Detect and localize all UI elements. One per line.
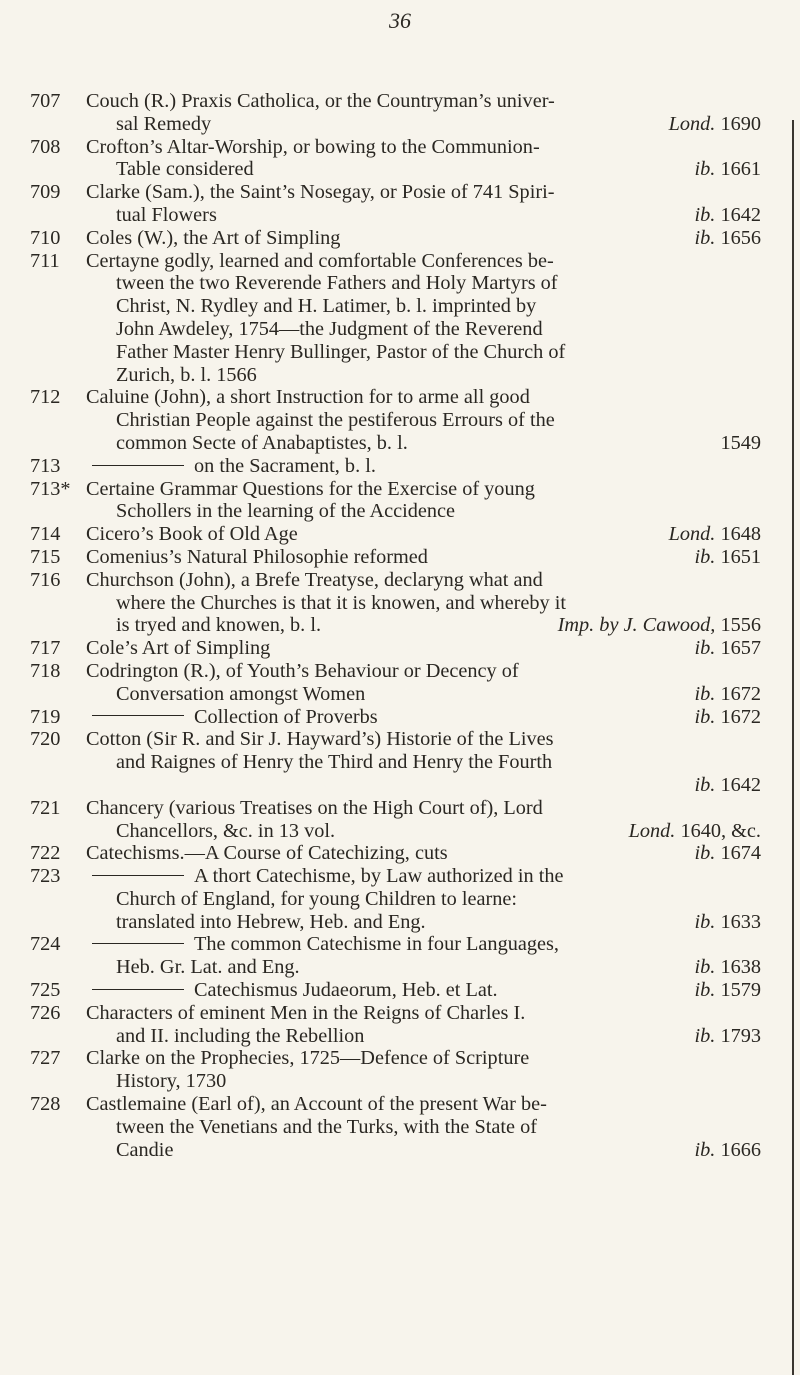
entry-line (30, 569, 765, 592)
entry-line (30, 158, 765, 181)
entry-line (30, 1047, 765, 1070)
catalogue-entry (30, 842, 765, 865)
entry-text: common Secte of Anabaptistes, b. l. (116, 431, 408, 454)
ditto-dash (92, 989, 184, 990)
ditto-dash (92, 465, 184, 466)
entry-text: Chancery (various Treatises on the High Court of), Lord (86, 796, 543, 819)
entry-text: Churchson (John), a Brefe Treatyse, declaryng what and (86, 568, 543, 591)
catalogue-entry (30, 455, 765, 478)
entry-text: Certayne godly, learned and comfortable Conferences be- (86, 249, 554, 272)
entry-line (30, 272, 765, 295)
entry-text: Clarke on the Prophecies, 1725—Defence of Scripture (86, 1047, 530, 1070)
imprint-place: Imp. by J. Cawood, (557, 614, 716, 637)
entry-line (30, 409, 765, 432)
entry-number: 718 (30, 659, 61, 682)
entry-text: The common Catechisme in four Languages, (194, 933, 559, 956)
entry-text: Catechisms.—A Course of Catechizing, cuts (86, 842, 448, 865)
entry-number: 728 (30, 1093, 61, 1116)
page-number: 36 (389, 8, 411, 33)
entry-text: tween the Venetians and the Turks, with the State of (116, 1115, 537, 1138)
catalogue-entry (30, 569, 765, 637)
entry-text: Characters of eminent Men in the Reigns of Charles I. (86, 1001, 526, 1024)
imprint-place: ib. (694, 705, 716, 728)
ditto-dash (92, 943, 184, 944)
entry-line (30, 797, 765, 820)
entry-line (30, 295, 765, 318)
entry-line (30, 90, 765, 113)
entry-text: Castlemaine (Earl of), an Account of the present War be- (86, 1093, 547, 1116)
entry-line (30, 181, 765, 204)
entry-line (30, 911, 765, 934)
entry-number: 715 (30, 545, 61, 568)
catalogue-entry (30, 865, 765, 933)
entry-line (30, 933, 765, 956)
entry-text: Father Master Henry Bullinger, Pastor of the Church of (116, 340, 566, 363)
catalogue-entry (30, 181, 765, 227)
catalogue-entry (30, 979, 765, 1002)
entry-text: is tryed and knowen, b. l. (116, 614, 322, 637)
entry-line (30, 1093, 765, 1116)
entry-number: 707 (30, 90, 61, 112)
imprint-place: ib. (694, 773, 716, 796)
entry-line (30, 614, 765, 637)
entry-line (30, 250, 765, 273)
entry-text: Christ, N. Rydley and H. Latimer, b. l. imprinted by (116, 295, 537, 318)
entry-text: Collection of Proverbs (194, 705, 378, 728)
entry-text: Christian People against the pestiferous Errours of the (116, 409, 555, 432)
entry-line (30, 364, 765, 387)
entry-line (30, 1139, 765, 1162)
entry-number: 725 (30, 979, 61, 1002)
entry-line (30, 318, 765, 341)
entry-text: Church of England, for young Children to learne: (116, 887, 518, 910)
entry-text: Coles (W.), the Art of Simpling (86, 226, 341, 249)
entry-line (30, 341, 765, 364)
catalogue-entry (30, 660, 765, 706)
imprint-year: 1657 (720, 637, 761, 660)
entry-text: Schollers in the learning of the Accidence (116, 500, 456, 523)
entry-text: A thort Catechisme, by Law authorized in the (194, 865, 564, 888)
catalogue-entry (30, 706, 765, 729)
entry-text: tual Flowers (116, 203, 217, 226)
catalogue-entry (30, 250, 765, 387)
catalogue-entry (30, 523, 765, 546)
imprint-place: ib. (694, 545, 716, 568)
imprint-year: 1661 (720, 158, 761, 181)
entry-text: Caluine (John), a short Instruction for to arme all good (86, 386, 530, 409)
imprint-place: ib. (694, 1024, 716, 1047)
imprint-year: 1666 (720, 1138, 761, 1161)
imprint-year: 1579 (720, 979, 761, 1002)
imprint-place: ib. (694, 910, 716, 933)
entry-text: Heb. Gr. Lat. and Eng. (116, 956, 300, 979)
imprint-place: ib. (694, 158, 716, 181)
imprint-place: Lond. (668, 523, 716, 546)
entry-text: translated into Hebrew, Heb. and Eng. (116, 910, 426, 933)
entry-text: Table considered (116, 158, 254, 181)
entry-number: 726 (30, 1001, 61, 1024)
imprint-place: ib. (694, 1138, 716, 1161)
catalogue-entry (30, 1047, 765, 1093)
entry-text: Couch (R.) Praxis Catholica, or the Countryman’s univer- (86, 90, 555, 112)
catalogue-entry (30, 728, 765, 796)
imprint-place: ib. (694, 842, 716, 865)
entry-number: 721 (30, 796, 61, 819)
entry-number: 713 (30, 454, 61, 477)
catalogue-entry (30, 637, 765, 660)
entry-text: Catechismus Judaeorum, Heb. et Lat. (194, 979, 498, 1002)
entry-text: John Awdeley, 1754—the Judgment of the Reverend (116, 317, 543, 340)
entry-line (30, 842, 765, 865)
entry-line (30, 751, 765, 774)
entry-text: Cotton (Sir R. and Sir J. Hayward’s) Historie of the Lives (86, 728, 554, 751)
entry-number: 717 (30, 637, 61, 660)
imprint-year: 1672 (720, 705, 761, 728)
catalogue-entry (30, 546, 765, 569)
entry-line (30, 865, 765, 888)
imprint-place: ib. (694, 682, 716, 705)
imprint-year: 1656 (720, 226, 761, 249)
imprint-year: 1640, &c. (680, 819, 761, 842)
entry-text: Zurich, b. l. 1566 (116, 363, 257, 386)
imprint-year: 1549 (720, 431, 761, 454)
entry-line (30, 592, 765, 615)
imprint-place: ib. (694, 203, 716, 226)
imprint-year: 1642 (720, 203, 761, 226)
entry-number: 708 (30, 135, 61, 158)
entry-text: on the Sacrament, b. l. (194, 454, 376, 477)
entry-line (30, 455, 765, 478)
entry-line (30, 500, 765, 523)
entry-line (30, 888, 765, 911)
entry-number: 727 (30, 1047, 61, 1070)
entry-line (30, 637, 765, 660)
imprint-year: 1642 (720, 773, 761, 796)
ditto-dash (92, 875, 184, 876)
entry-number: 713* (30, 477, 71, 500)
imprint-place: ib. (694, 226, 716, 249)
entry-text: Clarke (Sam.), the Saint’s Nosegay, or Posie of 741 Spiri- (86, 181, 555, 204)
entry-text: tween the two Reverende Fathers and Holy Martyrs of (116, 272, 558, 295)
page-edge (792, 120, 794, 1375)
entry-number: 724 (30, 933, 61, 956)
entry-text: Codrington (R.), of Youth’s Behaviour or Decency of (86, 659, 519, 682)
entry-line (30, 956, 765, 979)
entry-line (30, 1070, 765, 1093)
imprint-place: Lond. (668, 112, 716, 135)
entry-number: 720 (30, 728, 61, 751)
entry-line (30, 136, 765, 159)
catalogue-entry (30, 1093, 765, 1161)
entry-line (30, 660, 765, 683)
entry-number: 711 (30, 249, 60, 272)
entry-line (30, 706, 765, 729)
imprint-place: Lond. (628, 819, 676, 842)
entry-line (30, 820, 765, 843)
entry-line (30, 386, 765, 409)
entry-line (30, 478, 765, 501)
imprint-place: ib. (694, 979, 716, 1002)
imprint-year: 1648 (720, 523, 761, 546)
entry-text: Certaine Grammar Questions for the Exercise of young (86, 477, 535, 500)
entry-number: 719 (30, 705, 61, 728)
entry-line (30, 1116, 765, 1139)
imprint-year: 1793 (720, 1024, 761, 1047)
entry-line (30, 204, 765, 227)
imprint-place: ib. (694, 637, 716, 660)
entry-number: 714 (30, 523, 61, 546)
entry-line (30, 113, 765, 136)
entry-text: and II. including the Rebellion (116, 1024, 365, 1047)
imprint-year: 1556 (720, 614, 761, 637)
catalogue-entry (30, 933, 765, 979)
entry-text: Cole’s Art of Simpling (86, 637, 271, 660)
entry-number: 716 (30, 568, 61, 591)
entry-text: History, 1730 (116, 1070, 227, 1093)
entry-line (30, 683, 765, 706)
catalogue-entries (30, 90, 765, 1161)
entry-number: 710 (30, 226, 61, 249)
entry-line (30, 523, 765, 546)
entry-line (30, 1025, 765, 1048)
imprint-year: 1638 (720, 956, 761, 979)
catalogue-entry (30, 136, 765, 182)
catalogue-entry (30, 1002, 765, 1048)
entry-text: where the Churches is that it is knowen, and whereby it (116, 591, 567, 614)
entry-line (30, 546, 765, 569)
entry-number: 723 (30, 865, 61, 888)
catalogue-entry (30, 478, 765, 524)
imprint-place: ib. (694, 956, 716, 979)
imprint-year: 1672 (720, 682, 761, 705)
entry-line (30, 774, 765, 797)
imprint-year: 1633 (720, 910, 761, 933)
imprint-year: 1690 (720, 112, 761, 135)
entry-line (30, 979, 765, 1002)
ditto-dash (92, 715, 184, 716)
entry-line (30, 227, 765, 250)
entry-line (30, 432, 765, 455)
entry-number: 712 (30, 386, 61, 409)
catalogue-entry (30, 797, 765, 843)
entry-line (30, 728, 765, 751)
entry-text: and Raignes of Henry the Third and Henry the Fourth (116, 751, 553, 774)
imprint-year: 1651 (720, 545, 761, 568)
entry-text: Conversation amongst Women (116, 682, 366, 705)
entry-line (30, 1002, 765, 1025)
entry-text: Chancellors, &c. in 13 vol. (116, 819, 336, 842)
catalogue-entry (30, 227, 765, 250)
imprint-year: 1674 (720, 842, 761, 865)
entry-text: Comenius’s Natural Philosophie reformed (86, 545, 428, 568)
entry-text: Crofton’s Altar-Worship, or bowing to the Communion- (86, 135, 540, 158)
entry-text: Candie (116, 1138, 174, 1161)
catalogue-entry (30, 90, 765, 136)
entry-number: 722 (30, 842, 61, 865)
catalogue-entry (30, 386, 765, 454)
entry-text: sal Remedy (116, 112, 212, 135)
entry-number: 709 (30, 181, 61, 204)
entry-text: Cicero’s Book of Old Age (86, 523, 298, 546)
